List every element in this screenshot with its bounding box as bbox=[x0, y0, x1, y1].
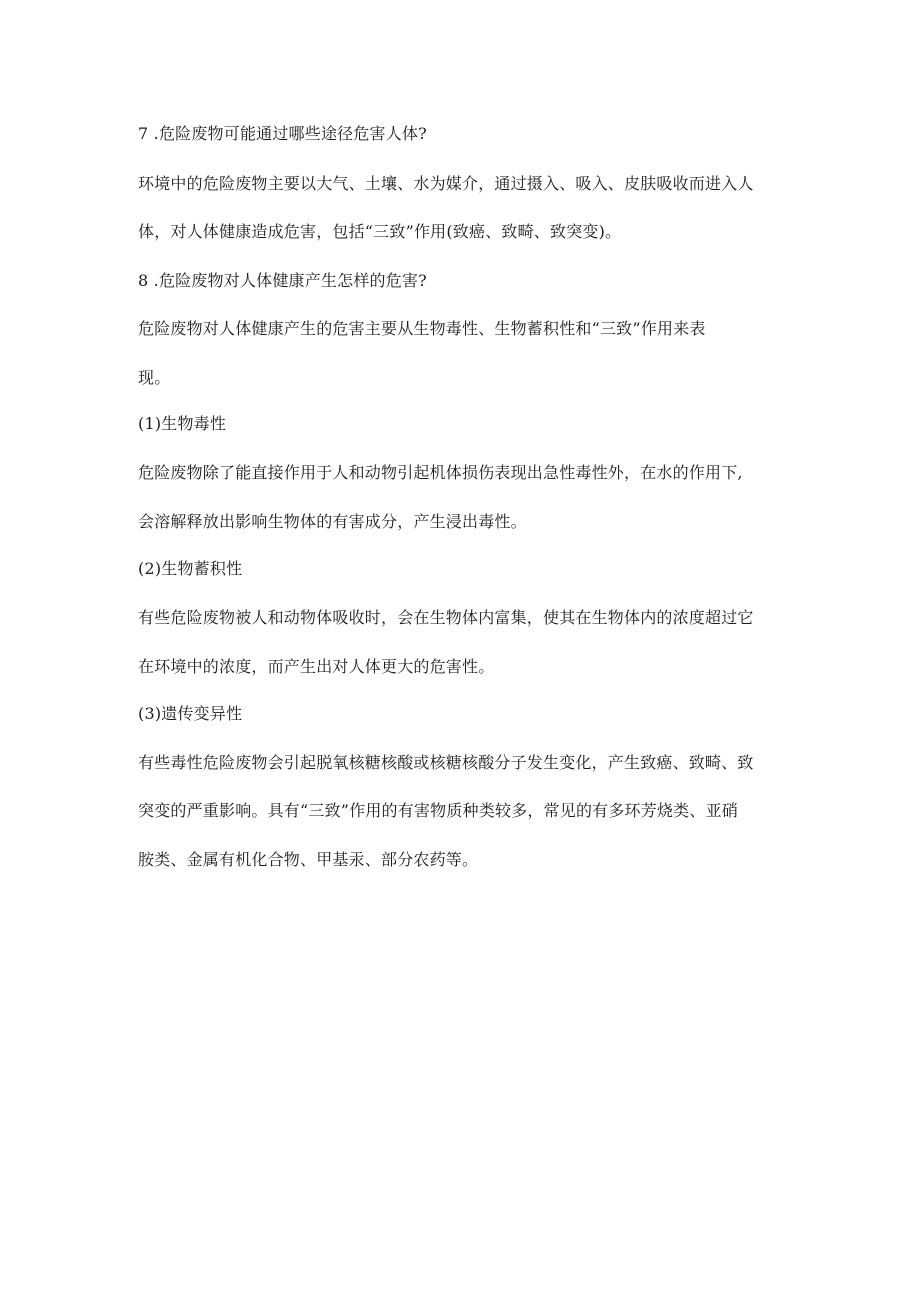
subsection-3-line-3: 胺类、金属有机化合物、甲基汞、部分农药等。 bbox=[138, 850, 479, 869]
question-7-heading: 7 .危险废物可能通过哪些途径危害人体? bbox=[138, 124, 427, 143]
subsection-3-line-1: 有些毒性危险废物会引起脱氧核糖核酸或核糖核酸分子发生变化，产生致癌、致畸、致 bbox=[138, 753, 754, 772]
question-7-answer-line-2: 体，对人体健康造成危害，包括“三致”作用(致癌、致畸、致突变)。 bbox=[138, 222, 622, 241]
question-8-answer-line-2: 现。 bbox=[138, 368, 171, 387]
subsection-2-line-2: 在环境中的浓度，而产生出对人体更大的危害性。 bbox=[138, 657, 495, 676]
subsection-1-line-1: 危险废物除了能直接作用于人和动物引起机体损伤表现出急性毒性外，在水的作用下, bbox=[138, 463, 743, 482]
subsection-2-line-1: 有些危险废物被人和动物体吸收时，会在生物体内富集，使其在生物体内的浓度超过它 bbox=[138, 608, 754, 627]
subsection-2-heading: (2)生物蓄积性 bbox=[138, 559, 243, 578]
subsection-1-heading: (1)生物毒性 bbox=[138, 414, 227, 433]
subsection-3-line-2: 突变的严重影响。具有“三致”作用的有害物质种类较多，常见的有多环芳烧类、亚硝 bbox=[138, 801, 738, 820]
question-8-heading: 8 .危险废物对人体健康产生怎样的危害? bbox=[138, 271, 427, 290]
subsection-1-line-2: 会溶解释放出影响生物体的有害成分，产生浸出毒性。 bbox=[138, 512, 527, 531]
question-8-answer-line-1: 危险废物对人体健康产生的危害主要从生物毒性、生物蓄积性和“三致”作用来表 bbox=[138, 319, 706, 338]
question-7-answer-line-1: 环境中的危险废物主要以大气、土壤、水为媒介，通过摄入、吸入、皮肤吸收而进入人 bbox=[138, 174, 754, 193]
subsection-3-heading: (3)遗传变异性 bbox=[138, 704, 243, 723]
